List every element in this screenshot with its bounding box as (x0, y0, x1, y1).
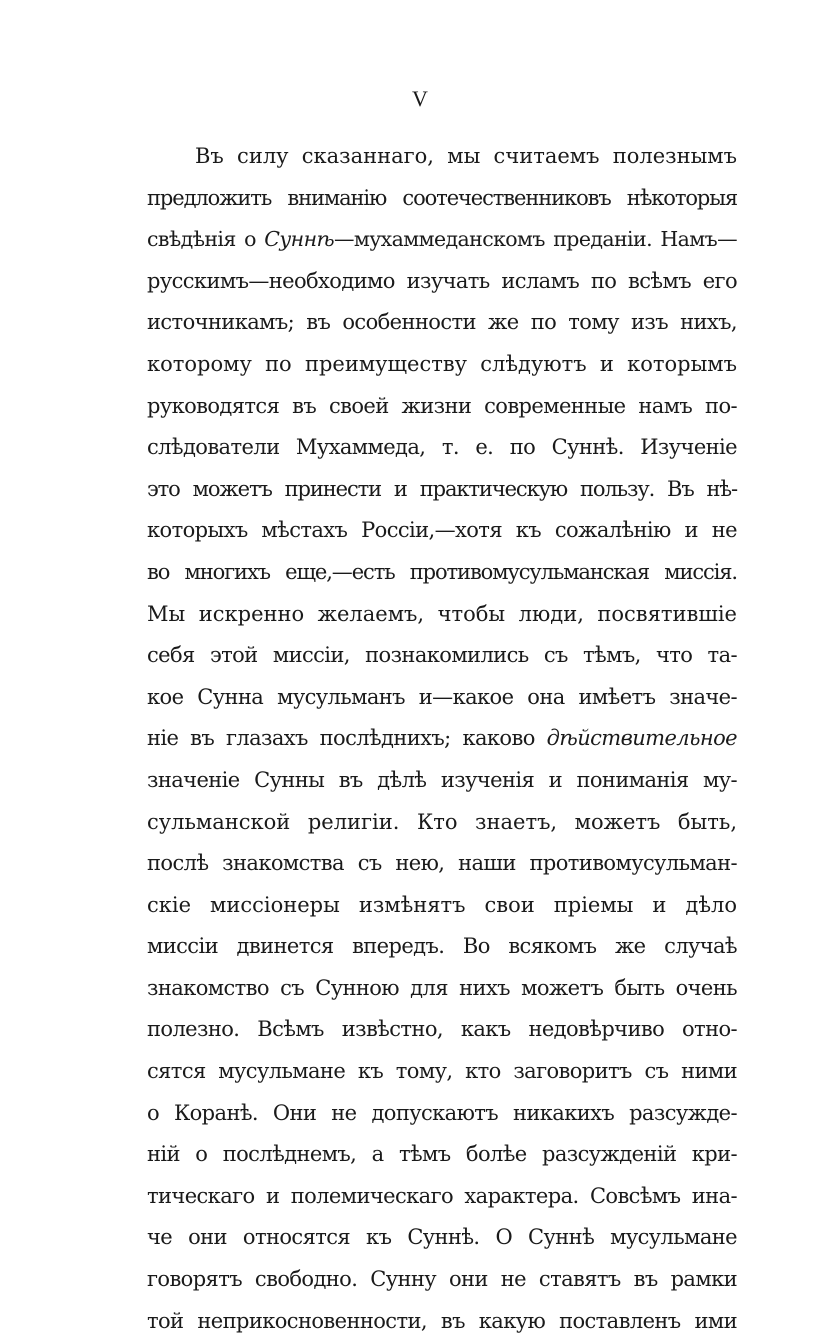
text-line: о Коранѣ. Они не допускаютъ никакихъ разсужде- (147, 1100, 737, 1125)
text-line: себя этой миссіи, познакомились съ тѣмъ, что та- (147, 643, 737, 668)
text-span: свѣдѣнія о (147, 227, 265, 252)
text-line: это можетъ принести и практическую пользу. Въ нѣ- (147, 476, 737, 501)
text-line: скіе миссіонеры измѣнятъ свои пріемы и дѣло (147, 892, 737, 917)
text-line: сульманской религіи. Кто знаетъ, можетъ быть, (147, 809, 737, 834)
text-line: ній о послѣднемъ, а тѣмъ болѣе разсужденій кри- (147, 1142, 737, 1167)
text-line: Въ силу сказаннаго, мы считаемъ полезнымъ (195, 144, 737, 168)
text-line: миссіи двинется впередъ. Во всякомъ же случаѣ (147, 934, 737, 959)
text-line: говорятъ свободно. Сунну они не ставятъ въ рамки (147, 1267, 737, 1292)
text-line: послѣ знакомства съ нею, наши противомусульман- (147, 851, 737, 876)
text-line: предложить вниманію соотечественниковъ нѣкоторыя (147, 185, 737, 210)
body-text (147, 136, 737, 1342)
text-line: руководятся въ своей жизни современные намъ по- (147, 393, 737, 418)
text-span: —мухаммеданскомъ преданіи. Намъ— (333, 227, 737, 252)
text-line: значеніе Сунны въ дѣлѣ изученія и пониманія му- (147, 767, 737, 792)
text-line: которому по преимуществу слѣдуютъ и которымъ (147, 351, 737, 376)
text-line (147, 219, 737, 261)
text-line: тическаго и полемическаго характера. Совсѣмъ ина- (147, 1183, 737, 1208)
text-line: кое Сунна мусульманъ и—какое она имѣетъ значе- (147, 684, 737, 709)
text-line: Мы искренно желаемъ, чтобы люди, посвятившіе (147, 601, 737, 626)
text-line: во многихъ еще,—есть противомусульманская миссія. (147, 559, 737, 584)
text-line: сятся мусульмане къ тому, кто заговоритъ съ ними (147, 1059, 737, 1084)
text-line: знакомство съ Сунною для нихъ можетъ быть очень (147, 975, 737, 1000)
text-line: полезно. Всѣмъ извѣстно, какъ недовѣрчиво отно- (147, 1017, 737, 1042)
text-line: че они относятся къ Суннѣ. О Суннѣ мусульмане (147, 1225, 737, 1250)
text-line: слѣдователи Мухаммеда, т. е. по Суннѣ. Изученіе (147, 435, 737, 460)
page-number: V (412, 86, 428, 111)
emphasis-text: Суннѣ (264, 227, 334, 252)
text-line (147, 718, 737, 760)
text-line: той неприкосновенности, въ какую поставленъ ими (147, 1308, 737, 1333)
text-line: которыхъ мѣстахъ Россіи,—хотя къ сожалѣнію и не (147, 518, 737, 543)
text-line: русскимъ—необходимо изучать исламъ по всѣмъ его (147, 268, 737, 293)
text-span: ніе въ глазахъ послѣднихъ; каково (147, 726, 547, 751)
emphasis-text: дѣйствительное (546, 726, 737, 751)
text-line: источникамъ; въ особенности же по тому изъ нихъ, (147, 310, 737, 335)
